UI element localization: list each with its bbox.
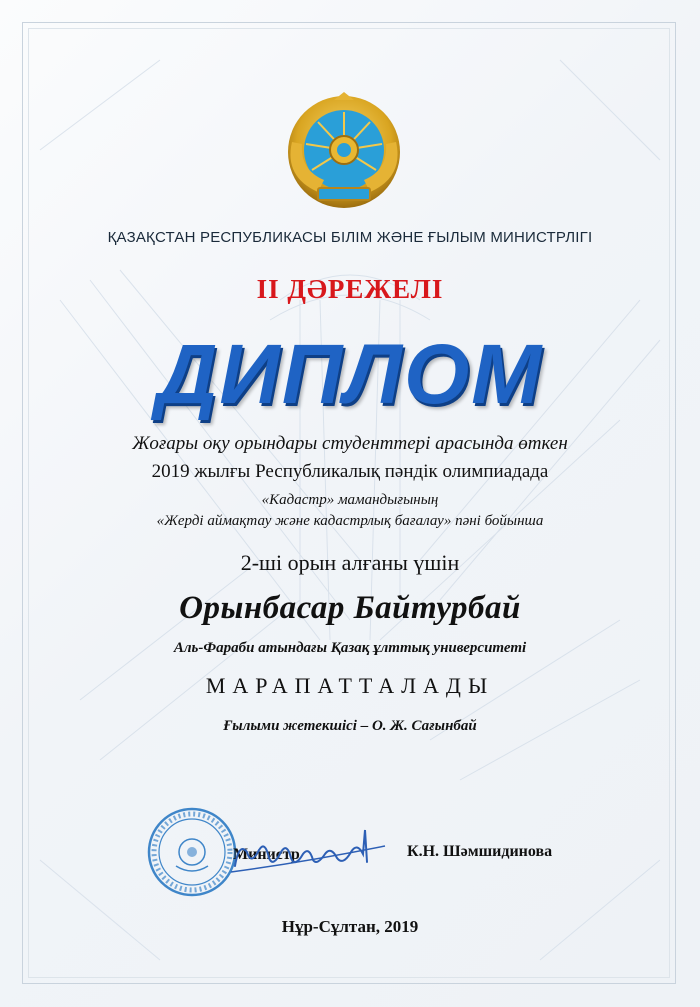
state-emblem-icon — [278, 92, 410, 210]
subject-line: «Жерді аймақтау және кадастрлық бағалау» пәні бойынша — [156, 513, 544, 529]
minister-signature — [225, 822, 400, 882]
city-year: Нұр-Сұлтан, 2019 — [281, 917, 419, 936]
university-name: Аль-Фараби атындағы Қазақ ұлттық университеті — [173, 640, 527, 656]
diploma-title: ДИПЛОМ — [156, 327, 544, 421]
recipient-name: Орынбасар Байтурбай — [179, 590, 521, 626]
supervisor-line: Ғылыми жетекшісі – О. Ж. Сағынбай — [223, 718, 477, 734]
place-line: 2-ші орын алғаны үшін — [240, 550, 460, 575]
ministry-name: ҚАЗАҚСТАН РЕСПУБЛИКАСЫ БІЛІМ ЖӘНЕ ҒЫЛЫМ МИНИСТРЛІГІ — [107, 229, 593, 246]
signer-name: К.Н. Шәмшидинова — [407, 843, 553, 860]
minister-label: Министр — [233, 846, 300, 863]
award-word: МАРАПАТТАЛАДЫ — [205, 673, 495, 698]
specialty-line: «Кадастр» мамандығының — [261, 492, 439, 508]
olympiad-line-1: Жоғары оқу орындары студенттері арасында өткен — [132, 433, 568, 454]
degree-label: II ДӘРЕЖЕЛІ — [256, 274, 444, 304]
olympiad-line-2: 2019 жылғы Республикалық пәндік олимпиадада — [151, 461, 549, 482]
